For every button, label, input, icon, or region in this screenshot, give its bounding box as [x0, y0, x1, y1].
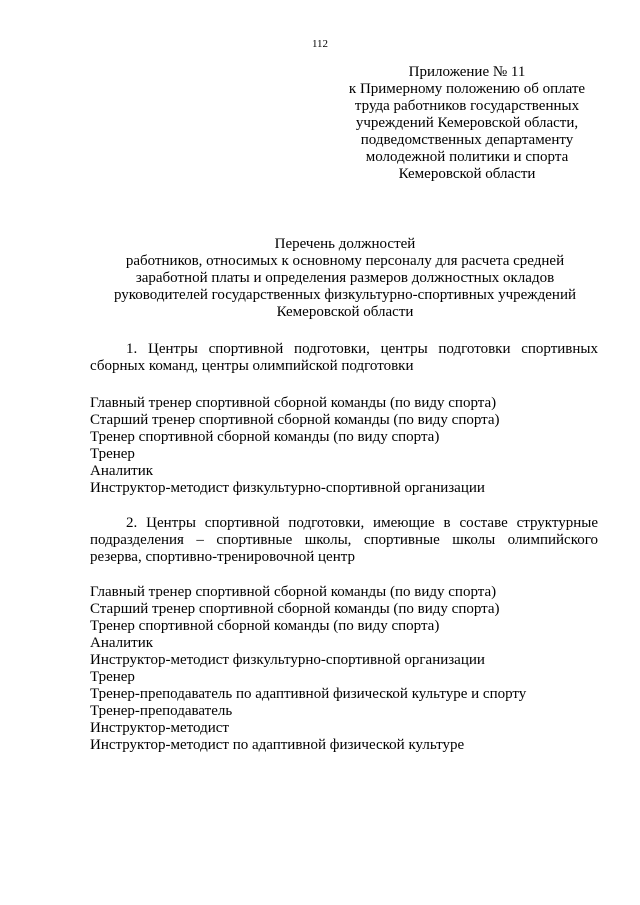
appendix-line: к Примерному положению об оплате	[348, 81, 586, 97]
section-1-items	[90, 395, 610, 497]
section-title: 2. Центры спортивной подготовки, имеющие в составе структурные подразделения – спортивные школы, спортивные школы олимпийского резерва, спортивно-тренировочной центр	[90, 515, 598, 565]
section-title: 1. Центры спортивной подготовки, центры подготовки спортивных сборных команд, центры олимпийской подготовки	[90, 341, 598, 374]
appendix-line: труда работников государственных	[354, 98, 580, 114]
heading-line: руководителей государственных физкультурно-спортивных учреждений	[113, 287, 577, 303]
position-item: Инструктор-методист	[90, 720, 229, 736]
appendix-line: Кемеровской области	[398, 166, 536, 182]
appendix-block	[336, 64, 598, 183]
position-item: Инструктор-методист по адаптивной физической культуре	[90, 737, 465, 753]
appendix-line: подведомственных департаменту	[360, 132, 574, 148]
section-2-items	[90, 584, 610, 754]
heading-line: Кемеровской области	[276, 304, 414, 320]
position-item: Инструктор-методист физкультурно-спортивной организации	[90, 480, 485, 496]
position-item: Инструктор-методист физкультурно-спортивной организации	[90, 652, 485, 668]
document-heading	[90, 236, 600, 321]
position-item: Тренер	[90, 446, 135, 462]
position-item: Старший тренер спортивной сборной команды (по виду спорта)	[90, 601, 500, 617]
position-item: Аналитик	[90, 635, 154, 651]
appendix-line: учреждений Кемеровской области,	[355, 115, 579, 131]
position-item: Тренер-преподаватель	[90, 703, 233, 719]
heading-line: заработной платы и определения размеров должностных окладов	[135, 270, 555, 286]
appendix-line: молодежной политики и спорта	[365, 149, 569, 165]
position-item: Старший тренер спортивной сборной команды (по виду спорта)	[90, 412, 500, 428]
position-item: Тренер спортивной сборной команды (по виду спорта)	[90, 618, 440, 634]
position-item: Главный тренер спортивной сборной команды (по виду спорта)	[90, 584, 497, 600]
position-item: Аналитик	[90, 463, 154, 479]
section-2	[90, 515, 598, 566]
section-1	[90, 341, 598, 375]
position-item: Главный тренер спортивной сборной команды (по виду спорта)	[90, 395, 497, 411]
heading-line: Перечень должностей	[274, 236, 416, 252]
page-number: 112	[311, 38, 329, 50]
appendix-line: Приложение № 11	[408, 64, 526, 80]
position-item: Тренер-преподаватель по адаптивной физической культуре и спорту	[90, 686, 527, 702]
heading-line: работников, относимых к основному персоналу для расчета средней	[125, 253, 565, 269]
position-item: Тренер спортивной сборной команды (по виду спорта)	[90, 429, 440, 445]
position-item: Тренер	[90, 669, 135, 685]
